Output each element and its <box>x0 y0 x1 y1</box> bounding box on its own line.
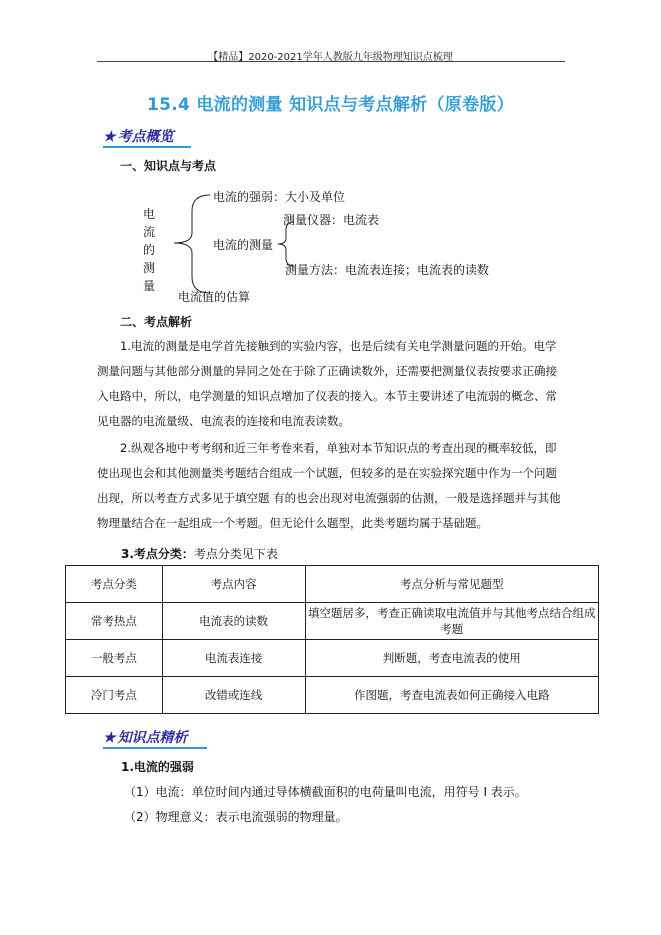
item-current-definition: （1）电流：单位时间内通过导体横截面积的电荷量叫电流，用符号 I 表示。 <box>124 785 527 799</box>
star-icon: ★ <box>103 129 116 145</box>
table-cell: 作图题，考查电流表如何正确接入电路 <box>305 677 598 714</box>
mindmap-leaf-instrument: 测量仪器：电流表 <box>283 213 380 227</box>
mindmap-root-char: 量 <box>142 279 155 293</box>
mindmap-leaf-method: 测量方法：电流表连接；电流表的读数 <box>285 263 490 277</box>
mindmap-brace-main <box>160 185 220 305</box>
section-heading-overview <box>103 126 174 146</box>
mindmap-branch-strength: 电流的强弱：大小及单位 <box>213 190 346 204</box>
mindmap-branch-estimate: 电流值的估算 <box>178 290 251 304</box>
mindmap-branch-measure: 电流的测量 <box>213 238 274 252</box>
table-cell: 填空题居多，考查正确读取电流值并与其他考点结合组成考题 <box>305 603 598 640</box>
subheading-analysis: 二、考点解析 <box>120 315 193 329</box>
subheading-current-strength: 1.电流的强弱 <box>121 760 194 774</box>
table-cell: 一般考点 <box>66 640 163 677</box>
table-header-cell: 考点内容 <box>162 566 305 603</box>
exam-points-table <box>65 565 599 714</box>
section-underline <box>103 146 191 148</box>
table-header-row <box>66 566 599 603</box>
table-cell: 常考热点 <box>66 603 163 640</box>
table-row <box>66 640 599 677</box>
header-rule <box>97 61 565 62</box>
page-header: 【精品】2020-2021学年人教版九年级物理知识点梳理 <box>208 52 453 63</box>
mindmap-root-char: 流 <box>142 225 155 239</box>
table-row <box>66 677 599 714</box>
section-heading-knowledge <box>103 727 188 747</box>
mindmap-root <box>141 205 157 295</box>
table-cell: 冷门考点 <box>66 677 163 714</box>
table-header-cell: 考点分类 <box>66 566 163 603</box>
table-cell: 电流表的读数 <box>162 603 305 640</box>
section-heading-label: 知识点精析 <box>117 730 188 746</box>
section-underline <box>103 747 207 749</box>
table-header-cell: 考点分析与常见题型 <box>305 566 598 603</box>
page-title: 15.4 电流的测量 知识点与考点解析（原卷版） <box>147 95 514 115</box>
subheading-knowledge: 一、知识点与考点 <box>120 159 217 173</box>
paragraph-2: 2.纵观各地中考考纲和近三年考卷来看，单独对本节知识点的考查出现的概率较低，即使出现也会和其他测量类考题结合组成一个试题，但较多的是在实验探究题中作为一个问题出现，所以考查方式多见于填空题 有的也会出现对电流强弱的估测，一般是选择题并与其他物理量结合在一起组成一个考题。但无论什么题型，此类考题均属于基础题。 <box>97 441 561 530</box>
table-cell: 改错或连线 <box>162 677 305 714</box>
paragraph-3 <box>121 545 278 562</box>
mindmap-root-char: 的 <box>142 243 155 257</box>
paragraph-3-label: 3.考点分类： <box>121 547 194 561</box>
table-cell: 电流表连接 <box>162 640 305 677</box>
table-row <box>66 603 599 640</box>
mindmap-root-char: 测 <box>142 261 155 275</box>
paragraph-1: 1.电流的测量是电学首先接触到的实验内容，也是后续有关电学测量问题的开始。电学测量问题与其他部分测量的异同之处在于除了正确读数外，还需要把测量仪表按要求正确接入电路中，所以，电学测量的知识点增加了仪表的接入。本节主要讲述了电流弱的概念、常见电器的电流量级、电流表的连接和电流表读数。 <box>97 339 557 428</box>
mindmap-root-char: 电 <box>142 207 155 221</box>
section-heading-label: 考点概览 <box>117 129 174 145</box>
paragraph-3-text: 考点分类见下表 <box>193 547 278 561</box>
table-cell: 判断题，考查电流表的使用 <box>305 640 598 677</box>
star-icon: ★ <box>103 730 116 746</box>
item-physical-meaning: （2）物理意义：表示电流强弱的物理量。 <box>124 810 348 824</box>
